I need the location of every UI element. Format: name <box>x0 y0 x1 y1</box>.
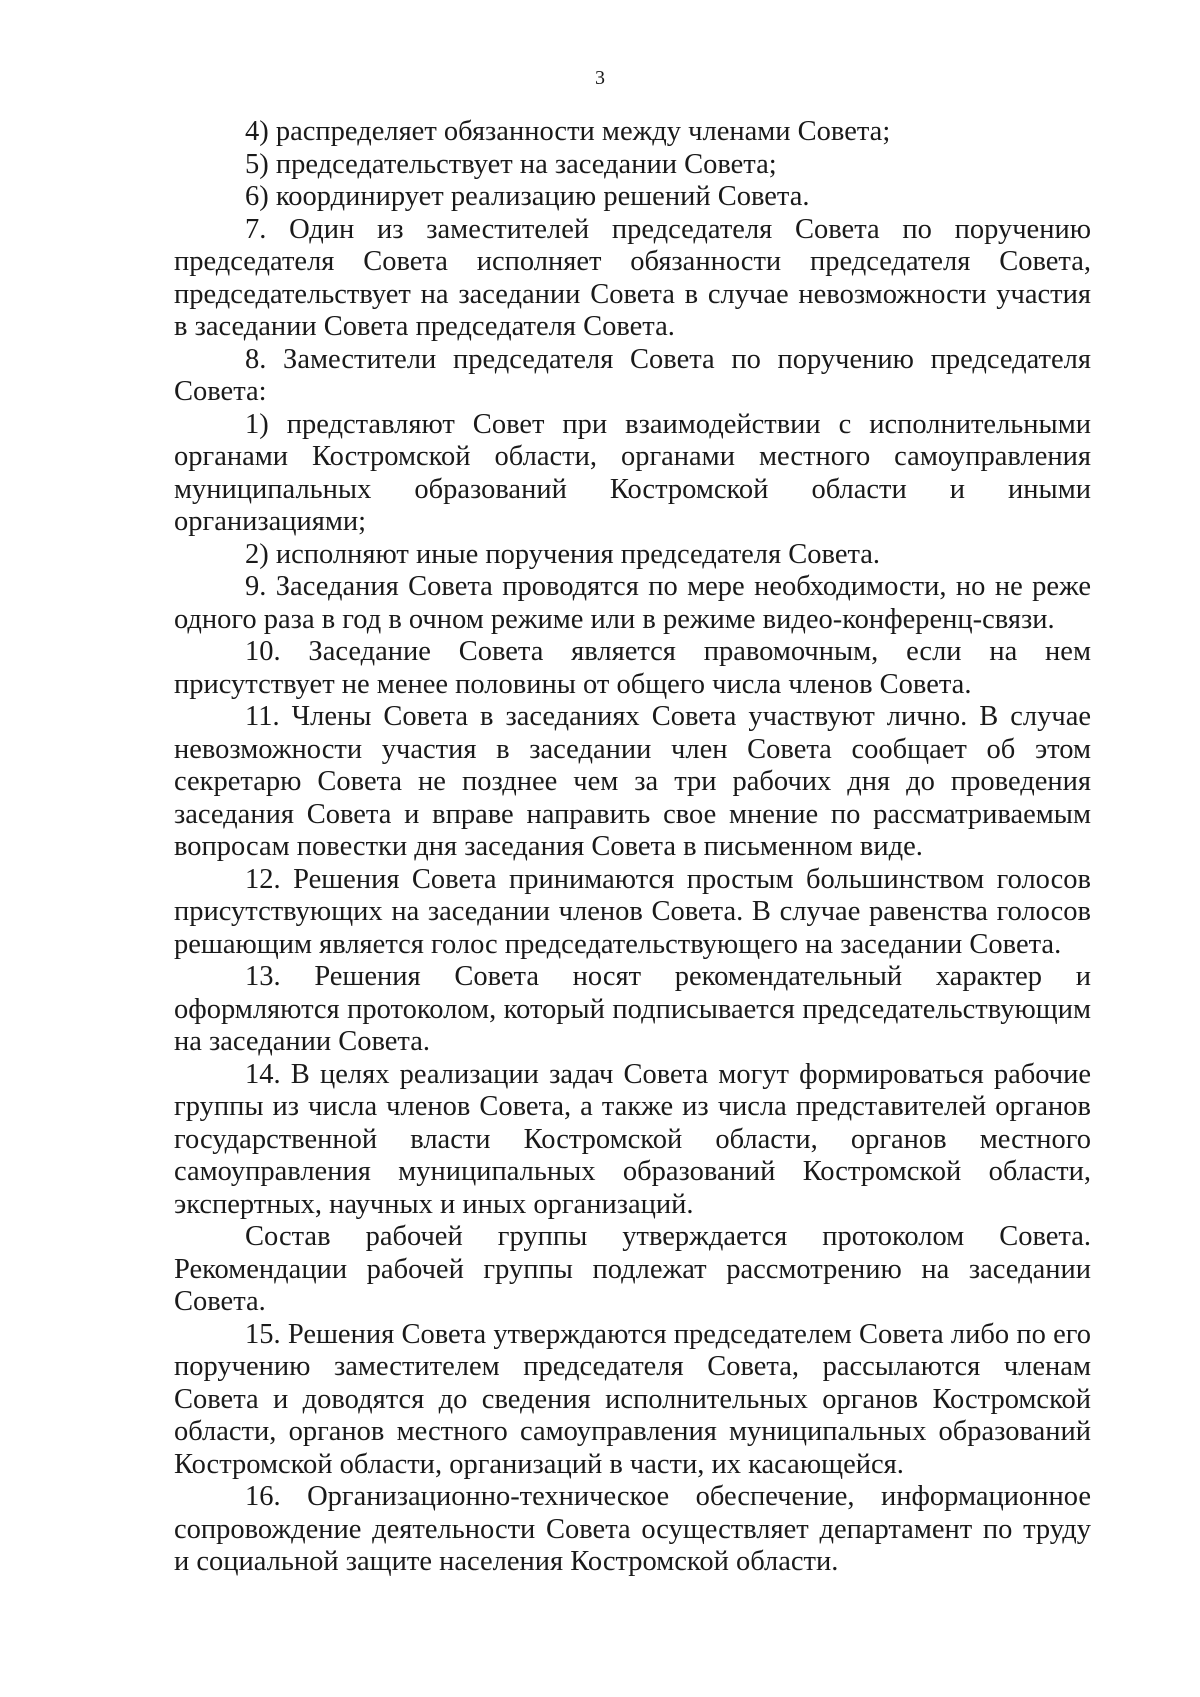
page-number: 3 <box>595 67 605 89</box>
paragraph-14-working-group: Состав рабочей группы утверждается протоколом Совета. Рекомендации рабочей группы подлежат рассмотрению на заседании Совета. <box>174 1221 1091 1317</box>
paragraph-11: 11. Члены Совета в заседаниях Совета участвуют лично. В случае невозможности участия в заседании член Совета сообщает об этом секретарю Совета не позднее чем за три рабочих дня до проведения заседания Совета и вправе направить свое мнение по рассматриваемым вопросам повестки дня заседания Совета в письменном виде. <box>174 701 1091 862</box>
paragraph-duty-5: 5) председательствует на заседании Совета; <box>245 148 777 180</box>
paragraph-8-item-2: 2) исполняют иные поручения председателя Совета. <box>245 538 881 570</box>
paragraph-9: 9. Заседания Совета проводятся по мере необходимости, но не реже одного раза в год в очном режиме или в режиме видео-конференц-связи. <box>174 571 1091 635</box>
paragraph-duty-6: 6) координирует реализацию решений Совета. <box>245 181 810 212</box>
paragraph-10: 10. Заседание Совета является правомочным, если на нем присутствует не менее половины от общего числа членов Совета. <box>174 636 1091 700</box>
paragraph-13: 13. Решения Совета носят рекомендательный характер и оформляются протоколом, который подписывается председательствующим на заседании Совета. <box>174 961 1091 1057</box>
paragraph-8: 8. Заместители председателя Совета по поручению председателя Совета: <box>174 343 1091 407</box>
paragraph-14: 14. В целях реализации задач Совета могут формироваться рабочие группы из числа членов Совета, а также из числа представителей органов государственной власти Костромской области, органов местного самоуправления муниципальных образований Костромской области, экспертных, научных и иных организаций. <box>174 1058 1091 1220</box>
paragraph-15: 15. Решения Совета утверждаются председателем Совета либо по его поручению заместителем председателя Совета, рассылаются членам Совета и доводятся до сведения исполнительных органов Костромской области, органов местного самоуправления муниципальных образований Костромской области, организаций в части, их касающейся. <box>174 1318 1091 1480</box>
paragraph-12: 12. Решения Совета принимаются простым большинством голосов присутствующих на заседании членов Совета. В случае равенства голосов решающим является голос председательствующего на заседании Совета. <box>174 863 1091 960</box>
paragraph-7: 7. Один из заместителей председателя Совета по поручению председателя Совета исполняет обязанности председателя Совета, председательствует на заседании Совета в случае невозможности участия в заседании Совета председателя Совета. <box>174 213 1091 342</box>
paragraph-8-item-1: 1) представляют Совет при взаимодействии с исполнительными органами Костромской области, органами местного самоуправления муниципальных образований Костромской области и иными организациями; <box>174 408 1091 537</box>
document-body <box>174 116 1091 1579</box>
paragraph-16: 16. Организационно-техническое обеспечение, информационное сопровождение деятельности Совета осуществляет департамент по труду и социальной защите населения Костромской области. <box>174 1481 1091 1577</box>
paragraph-duty-4: 4) распределяет обязанности между членами Совета; <box>245 116 891 147</box>
